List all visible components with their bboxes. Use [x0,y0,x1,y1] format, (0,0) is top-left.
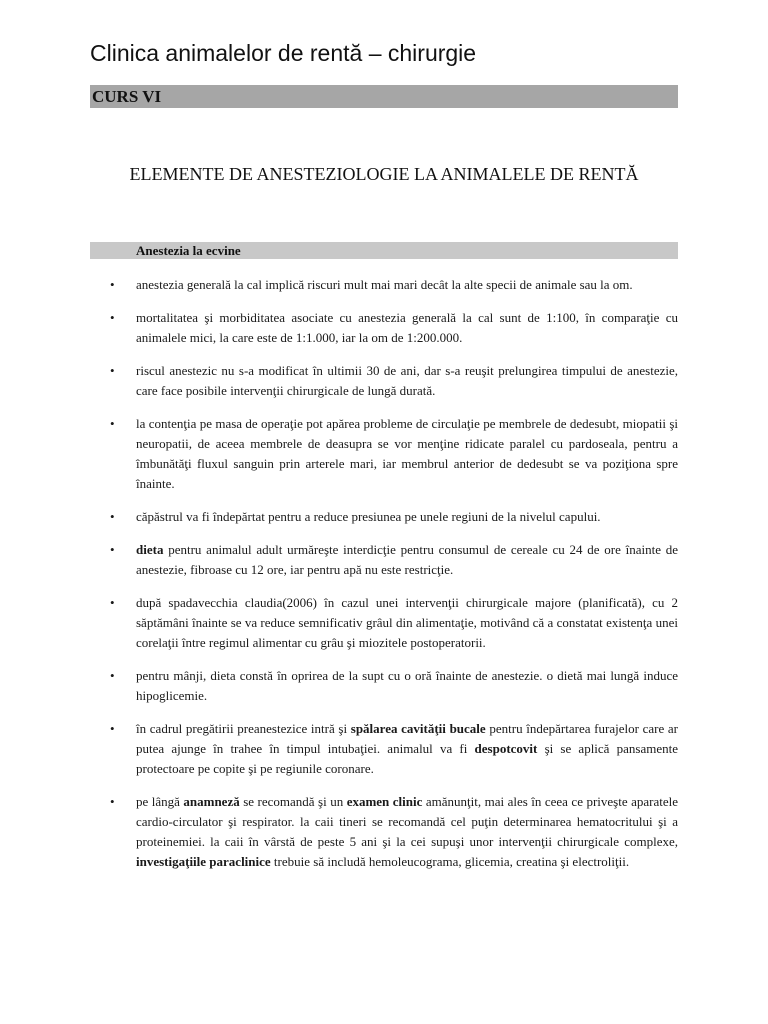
item-text: anestezia generală la cal implică riscuri mult mai mari decât la alte specii de animale sau la om. [136,277,633,292]
course-label: CURS VI [92,87,162,106]
list-item [90,593,678,653]
bullet-icon: • [110,416,115,431]
item-bold-text: investigaţiile paraclinice [136,854,271,869]
item-text: pentru mânji, dieta constă în oprirea de la supt cu o oră înainte de anestezie. o dietă mai lungă induce hipoglicemie. [136,668,678,703]
section-title: Anestezia la ecvine [136,243,241,258]
list-item [90,361,678,401]
list-item [90,719,678,779]
item-bold-text: despotcovit [474,741,538,756]
list-item [90,275,678,295]
section-header-bar [90,242,678,259]
chapter-title: ELEMENTE DE ANESTEZIOLOGIE LA ANIMALELE DE RENTĂ [129,164,639,184]
item-bold-text: dieta [136,542,164,557]
item-text: la contenţia pe masa de operaţie pot apărea probleme de circulaţie pe membrele de dedesubt, miopatii şi neuropatii, de aceea membrele de deasupra se vor menţine ridicate paralel cu pardoseala, pentru a îmbunătăţi fluxul sanguin prin arterele mari, iar membrul anterior de dedesubt se va poziţiona spre înainte. [136,416,678,491]
item-text: şi se aplică pansamente protectoare pe copite şi pe regiunile coronare. [136,741,678,776]
item-text: riscul anestezic nu s-a modificat în ultimii 30 de ani, dar s-a reuşit prelungirea timpului de anestezie, care face posibile intervenţii chirurgicale de lungă durată. [136,363,678,398]
bullet-icon: • [110,277,115,292]
item-bold-text: anamneză [183,794,240,809]
item-text: în cadrul pregătirii preanestezice intră şi [136,721,351,736]
bullet-icon: • [110,542,115,557]
bullet-icon: • [110,595,115,610]
list-item [90,666,678,706]
bullet-icon: • [110,363,115,378]
item-bold-text: spălarea cavităţii bucale [350,721,486,736]
item-text: mortalitatea şi morbiditatea asociate cu anestezia generală la cal sunt de 1:100, în comparaţie cu animalele mici, la care este de 1:1.000, iar la om de 1:200.000. [136,310,678,345]
list-item [90,414,678,494]
item-bold-text: examen clinic [346,794,423,809]
bullet-icon: • [110,794,115,809]
list-item [90,792,678,872]
item-text: căpăstrul va fi îndepărtat pentru a reduce presiunea pe unele regiuni de la nivelul capului. [136,509,601,524]
item-text: după spadavecchia claudia(2006) în cazul unei intervenţii chirurgicale majore (planificată), cu 2 săptămâni înainte se va reduce semnificativ grâul din alimentaţie, motivând că a constatat existenţa unei corelaţii între regimul alimentar cu grâu şi miozitele postoperatorii. [136,595,678,650]
list-item [90,540,678,580]
bullet-icon: • [110,668,115,683]
bullet-icon: • [110,509,115,524]
item-text: pe lângă [136,794,184,809]
item-text: pentru animalul adult urmăreşte interdicţie pentru consumul de cereale cu 24 de ore înainte de anestezie, fibroase cu 12 ore, iar pentru apă nu este restricţie. [136,542,678,577]
item-text: trebuie să includă hemoleucograma, glicemia, creatina şi electroliţii. [270,854,630,869]
item-text: pentru îndepărtarea furajelor care ar putea ajunge în trahee în timpul intubaţiei. animalul va fi [136,721,678,756]
bullet-list [90,275,678,885]
bullet-icon: • [110,721,115,736]
item-text: se recomandă şi un [239,794,347,809]
list-item [90,507,678,527]
document-title: Clinica animalelor de rentă – chirurgie [90,40,477,66]
list-item [90,308,678,348]
course-header-bar [90,85,678,108]
item-text: amănunţit, mai ales în ceea ce priveşte aparatele cardio-circulator şi respirator. la caii tineri se recomandă cel puţin determinarea hematocritului şi a proteinemiei. la caii în vârstă de peste 5 ani şi la cei supuşi unor intervenţii chirurgicale complexe, [136,794,678,849]
bullet-icon: • [110,310,115,325]
